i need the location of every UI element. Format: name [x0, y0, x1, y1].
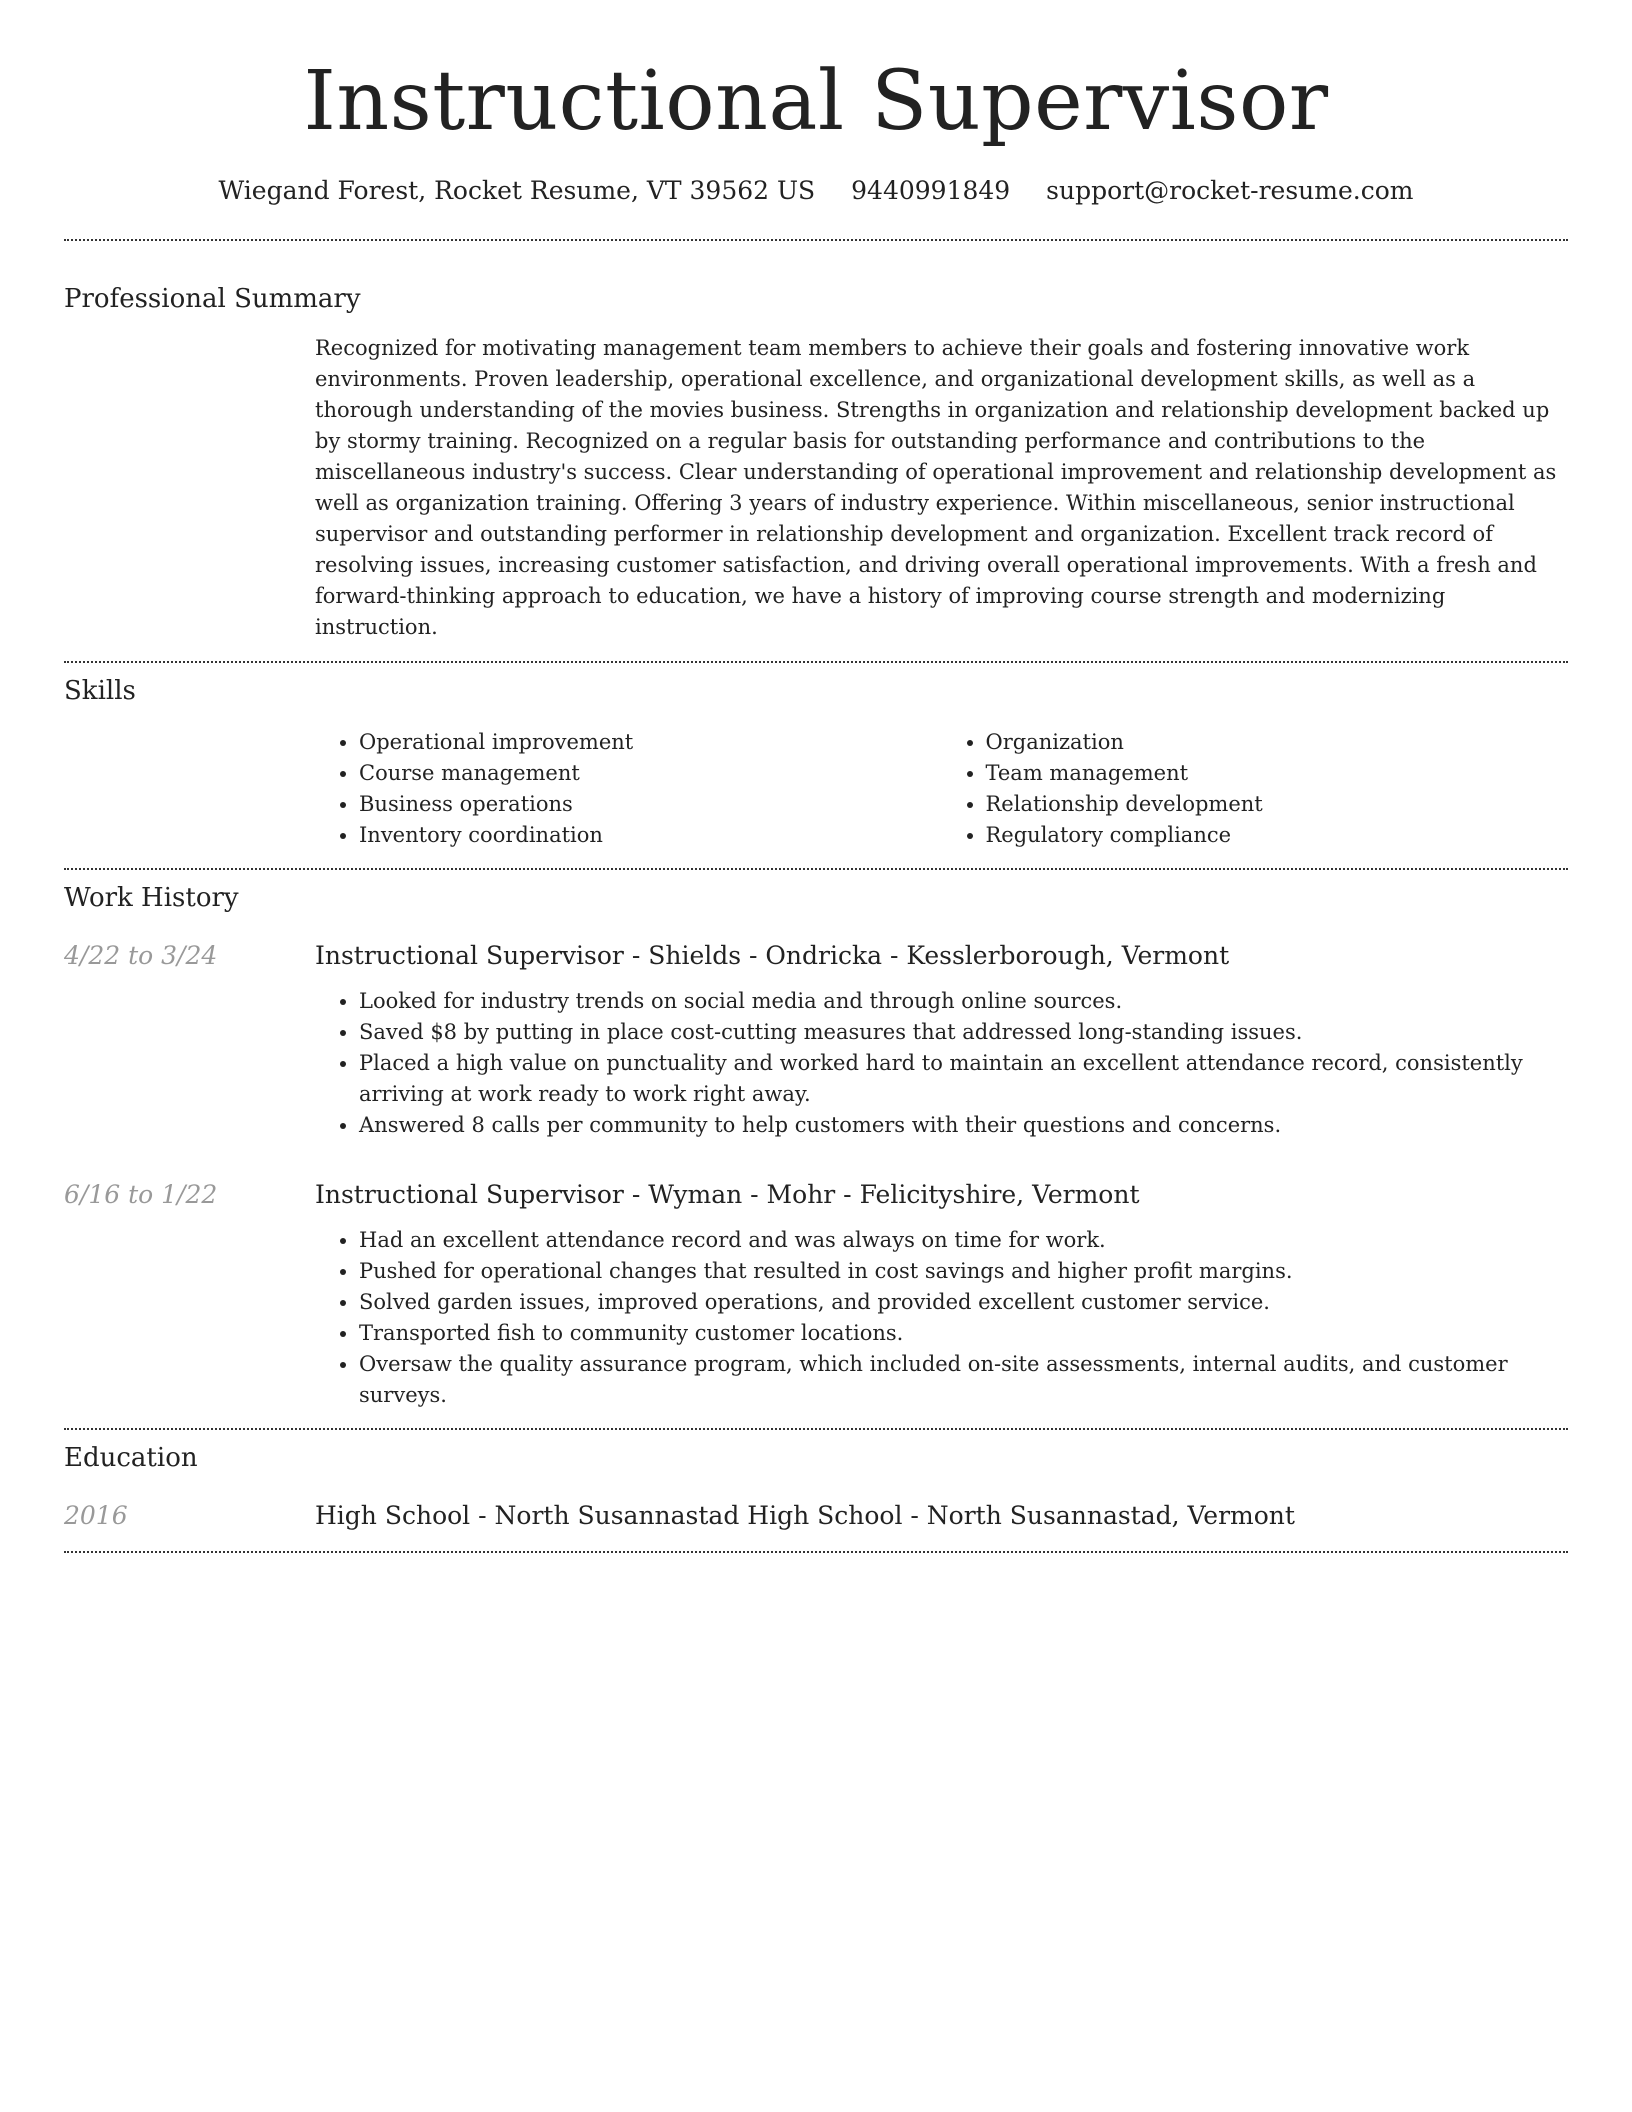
education-entry — [64, 1499, 1568, 1533]
list-item: • Operational improvement — [359, 727, 942, 758]
job-heading: Instructional Supervisor - Shields - Ondricka - Kesslerborough, Vermont — [315, 941, 1230, 970]
contact-email: support@rocket-resume.com — [1046, 176, 1414, 205]
contact-phone: 9440991849 — [851, 176, 1011, 205]
list-item: • Oversaw the quality assurance program, which included on-site assessments, internal audits, and customer surveys. — [359, 1349, 1568, 1411]
resume-page — [64, 0, 1568, 1553]
contact-line — [64, 174, 1568, 208]
divider — [64, 1428, 1568, 1430]
section-title-skills: Skills — [64, 676, 136, 706]
list-item: • Business operations — [359, 789, 942, 820]
list-item: • Transported fish to community customer locations. — [359, 1318, 1568, 1349]
summary-section — [64, 282, 1568, 643]
resume-name: Instructional Supervisor — [303, 54, 1329, 149]
list-item: • Placed a high value on punctuality and worked hard to maintain an excellent attendance record, consistently arriving at work ready to work right away. — [359, 1048, 1568, 1110]
work-section — [64, 881, 1568, 1411]
section-title-work: Work History — [64, 883, 239, 913]
list-item: • Looked for industry trends on social media and through online sources. — [359, 986, 1568, 1017]
education-details — [315, 1499, 1568, 1533]
job-entry — [64, 1178, 1568, 1411]
section-title-summary: Professional Summary — [64, 284, 361, 314]
divider — [64, 661, 1568, 663]
job-dates: 4/22 to 3/24 — [64, 941, 218, 970]
list-item: • Regulatory compliance — [986, 820, 1569, 851]
skills-section — [64, 674, 1568, 851]
education-section — [64, 1441, 1568, 1533]
skills-list-left — [315, 727, 942, 851]
list-item: • Team management — [986, 758, 1569, 789]
job-dates: 6/16 to 1/22 — [64, 1180, 218, 1209]
section-title-education: Education — [64, 1443, 198, 1473]
list-item: • Organization — [986, 727, 1569, 758]
list-item: • Pushed for operational changes that resulted in cost savings and higher profit margins. — [359, 1256, 1568, 1287]
divider — [64, 868, 1568, 870]
list-item: • Answered 8 calls per community to help customers with their questions and concerns. — [359, 1110, 1568, 1141]
list-item: • Solved garden issues, improved operations, and provided excellent customer service. — [359, 1287, 1568, 1318]
education-year: 2016 — [64, 1501, 128, 1530]
contact-address: Wiegand Forest, Rocket Resume, VT 39562 US — [218, 176, 816, 205]
job-bullets — [315, 1225, 1568, 1411]
skills-grid — [315, 727, 1568, 851]
skills-list-right — [942, 727, 1569, 851]
divider — [64, 1551, 1568, 1553]
list-item: • Had an excellent attendance record and was always on time for work. — [359, 1225, 1568, 1256]
divider — [64, 239, 1568, 241]
job-entry — [64, 939, 1568, 1141]
job-details — [315, 1178, 1568, 1411]
list-item: • Course management — [359, 758, 942, 789]
job-heading: Instructional Supervisor - Wyman - Mohr - Felicityshire, Vermont — [315, 1180, 1140, 1209]
list-item: • Relationship development — [986, 789, 1569, 820]
list-item: • Saved $8 by putting in place cost-cutting measures that addressed long-standing issues. — [359, 1017, 1568, 1048]
list-item: • Inventory coordination — [359, 820, 942, 851]
job-details — [315, 939, 1568, 1141]
job-bullets — [315, 986, 1568, 1141]
education-heading: High School - North Susannastad High School - North Susannastad, Vermont — [315, 1501, 1295, 1530]
summary-text: Recognized for motivating management team members to achieve their goals and fostering innovative work environments. Proven leadership, operational excellence, and organizational development skills, as well as a thorough understanding of the movies business. Strengths in organization and relationship development backed up by stormy training. Recognized on a regular basis for outstanding performance and contributions to the miscellaneous industry's success. Clear understanding of operational improvement and relationship development as well as organization training. Offering 3 years of industry experience. Within miscellaneous, senior instructional supervisor and outstanding performer in relationship development and organization. Excellent track record of resolving issues, increasing customer satisfaction, and driving overall operational improvements. With a fresh and forward-thinking approach to education, we have a history of improving course strength and modernizing instruction. — [315, 336, 1557, 639]
